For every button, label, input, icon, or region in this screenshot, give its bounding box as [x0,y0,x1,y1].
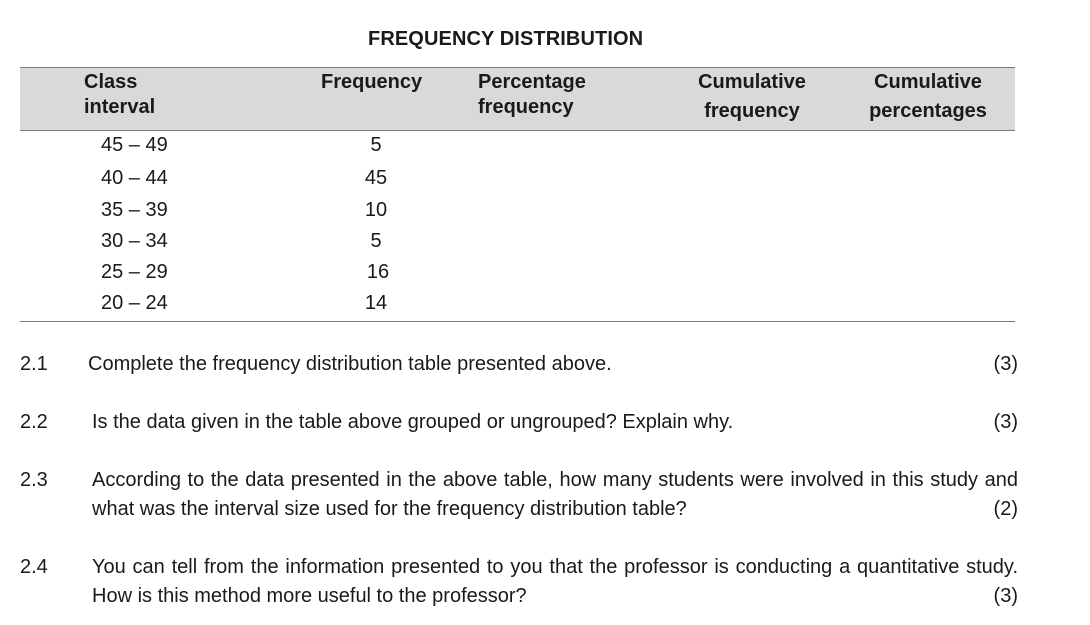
header-cum-pct-line1: Cumulative [874,71,982,93]
table-row-5-frequency: 16 [366,261,390,283]
table-row-1-frequency: 5 [370,134,382,156]
table-row-6-frequency: 14 [364,292,388,314]
header-percentage-line2: frequency [478,96,574,118]
header-frequency-label: Frequency [321,71,423,93]
table-row-3-frequency: 10 [364,199,388,221]
header-percentage-line1: Percentage [478,71,586,93]
header-cum-freq-line2: frequency [704,100,800,122]
page-title: FREQUENCY DISTRIBUTION [368,28,644,50]
table-bottom-rule [20,321,1015,322]
header-cumulative-percentages [862,68,994,126]
question-2-3-number: 2.3 [20,469,48,491]
question-2-3-text: According to the data presented in the above table, how many students were involved in this study and what was the interval size used for the frequency distribution table? [92,469,1018,520]
table-row-6-interval: 20 – 24 [101,292,168,314]
question-2-1-number: 2.1 [20,353,48,375]
header-frequency [321,70,422,95]
question-2-2-marks: (3) [993,411,1018,433]
table-row-2-frequency: 45 [364,167,388,189]
table-row-1-interval: 45 – 49 [101,134,168,156]
question-2-1-text: Complete the frequency distribution table presented above. [88,353,612,375]
header-cum-pct-line2: percentages [869,100,987,122]
question-2-1-marks: (3) [993,353,1018,375]
table-row-5-interval: 25 – 29 [101,261,168,283]
header-cumulative-frequency [690,68,814,126]
question-2-4-marks: (3) [993,585,1018,607]
header-class-interval-line1: Class [84,71,138,93]
question-2-2-number: 2.2 [20,411,48,433]
table-row-3-interval: 35 – 39 [101,199,168,221]
table-row-4-interval: 30 – 34 [101,230,168,252]
table-row-4-frequency: 5 [370,230,382,252]
header-class-interval-line2: interval [84,96,156,118]
question-2-4-number: 2.4 [20,556,48,578]
table-row-2-interval: 40 – 44 [101,167,168,189]
question-2-2-text: Is the data given in the table above grouped or ungrouped? Explain why. [92,411,734,433]
question-2-3-marks: (2) [993,498,1018,520]
header-class-interval [84,70,155,120]
header-percentage-frequency [478,70,586,120]
header-cum-freq-line1: Cumulative [698,71,806,93]
question-2-4-text: You can tell from the information presented to you that the professor is conducting a quantitative study. How is this method more useful to the professor? [92,556,1018,607]
